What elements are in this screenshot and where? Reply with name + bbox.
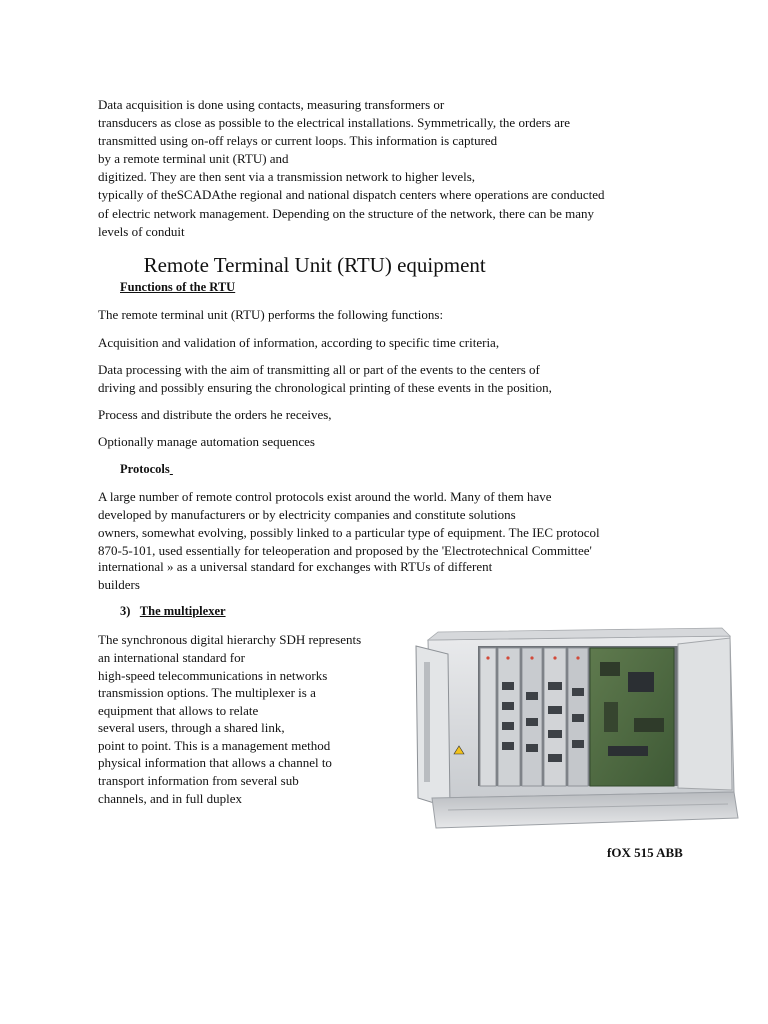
multiplexer-title: The multiplexer bbox=[139, 604, 226, 618]
functions-paragraph: The remote terminal unit (RTU) performs the following functions: bbox=[98, 307, 444, 322]
protocols-line: A large number of remote control protocols exist around the world. Many of them have bbox=[98, 489, 552, 504]
multiplexer-line: transport information from several sub bbox=[98, 773, 299, 788]
multiplexer-line: The synchronous digital hierarchy SDH represents bbox=[98, 632, 362, 647]
image-caption: fOX 515 ABB bbox=[607, 845, 683, 860]
intro-line: of electric network management. Depending on the structure of the network, there can be many bbox=[98, 206, 594, 221]
functions-paragraph: Optionally manage automation sequences bbox=[98, 434, 315, 449]
multiplexer-subheading bbox=[120, 603, 226, 619]
multiplexer-number: 3) bbox=[120, 604, 131, 618]
bullet-glyph bbox=[122, 253, 138, 277]
protocols-line: developed by manufacturers or by electricity companies and constitute solutions bbox=[98, 507, 516, 522]
intro-line: transmitted using on-off relays or current loops. This information is captured bbox=[98, 133, 498, 148]
protocols-line: international » as a universal standard for exchanges with RTUs of different bbox=[98, 559, 493, 574]
protocols-title: Protocols bbox=[120, 462, 170, 476]
multiplexer-line: several users, through a shared link, bbox=[98, 720, 285, 735]
intro-line: digitized. They are then sent via a transmission network to higher levels, bbox=[98, 169, 476, 184]
intro-line: levels of conduit bbox=[98, 224, 185, 239]
section-heading bbox=[122, 251, 486, 279]
protocols-subheading bbox=[120, 461, 198, 477]
protocols-line: builders bbox=[98, 577, 140, 592]
multiplexer-line: an international standard for bbox=[98, 650, 245, 665]
fox515-equipment-image bbox=[408, 622, 742, 834]
protocols-underline-tail bbox=[170, 461, 198, 477]
intro-line: Data acquisition is done using contacts, measuring transformers or bbox=[98, 97, 445, 112]
intro-line: transducers as close as possible to the electrical installations. Symmetrically, the orders are bbox=[98, 115, 571, 130]
intro-line: typically of theSCADAthe regional and national dispatch centers where operations are conducted bbox=[98, 187, 605, 202]
intro-line: by a remote terminal unit (RTU) and bbox=[98, 151, 289, 166]
multiplexer-line: transmission options. The multiplexer is a bbox=[98, 685, 316, 700]
protocols-line: owners, somewhat evolving, possibly linked to a particular type of equipment. The IEC protocol bbox=[98, 525, 600, 540]
multiplexer-line: high-speed telecommunications in networks bbox=[98, 668, 328, 683]
functions-paragraph: driving and possibly ensuring the chronological printing of these events in the position, bbox=[98, 380, 552, 395]
functions-subheading bbox=[120, 279, 235, 295]
functions-paragraph: Acquisition and validation of information, according to specific time criteria, bbox=[98, 335, 500, 350]
multiplexer-line: point to point. This is a management method bbox=[98, 738, 331, 753]
protocols-line: 870-5-101, used essentially for teleoperation and proposed by the 'Electrotechnical Committee' bbox=[98, 543, 592, 558]
functions-paragraph: Process and distribute the orders he receives, bbox=[98, 407, 332, 422]
functions-title: Functions of the RTU bbox=[120, 280, 236, 294]
multiplexer-line: channels, and in full duplex bbox=[98, 791, 243, 806]
multiplexer-line: physical information that allows a channel to bbox=[98, 755, 332, 770]
functions-paragraph: Data processing with the aim of transmitting all or part of the events to the centers of bbox=[98, 362, 540, 377]
section-heading-text: Remote Terminal Unit (RTU) equipment bbox=[122, 253, 465, 277]
multiplexer-line: equipment that allows to relate bbox=[98, 703, 259, 718]
